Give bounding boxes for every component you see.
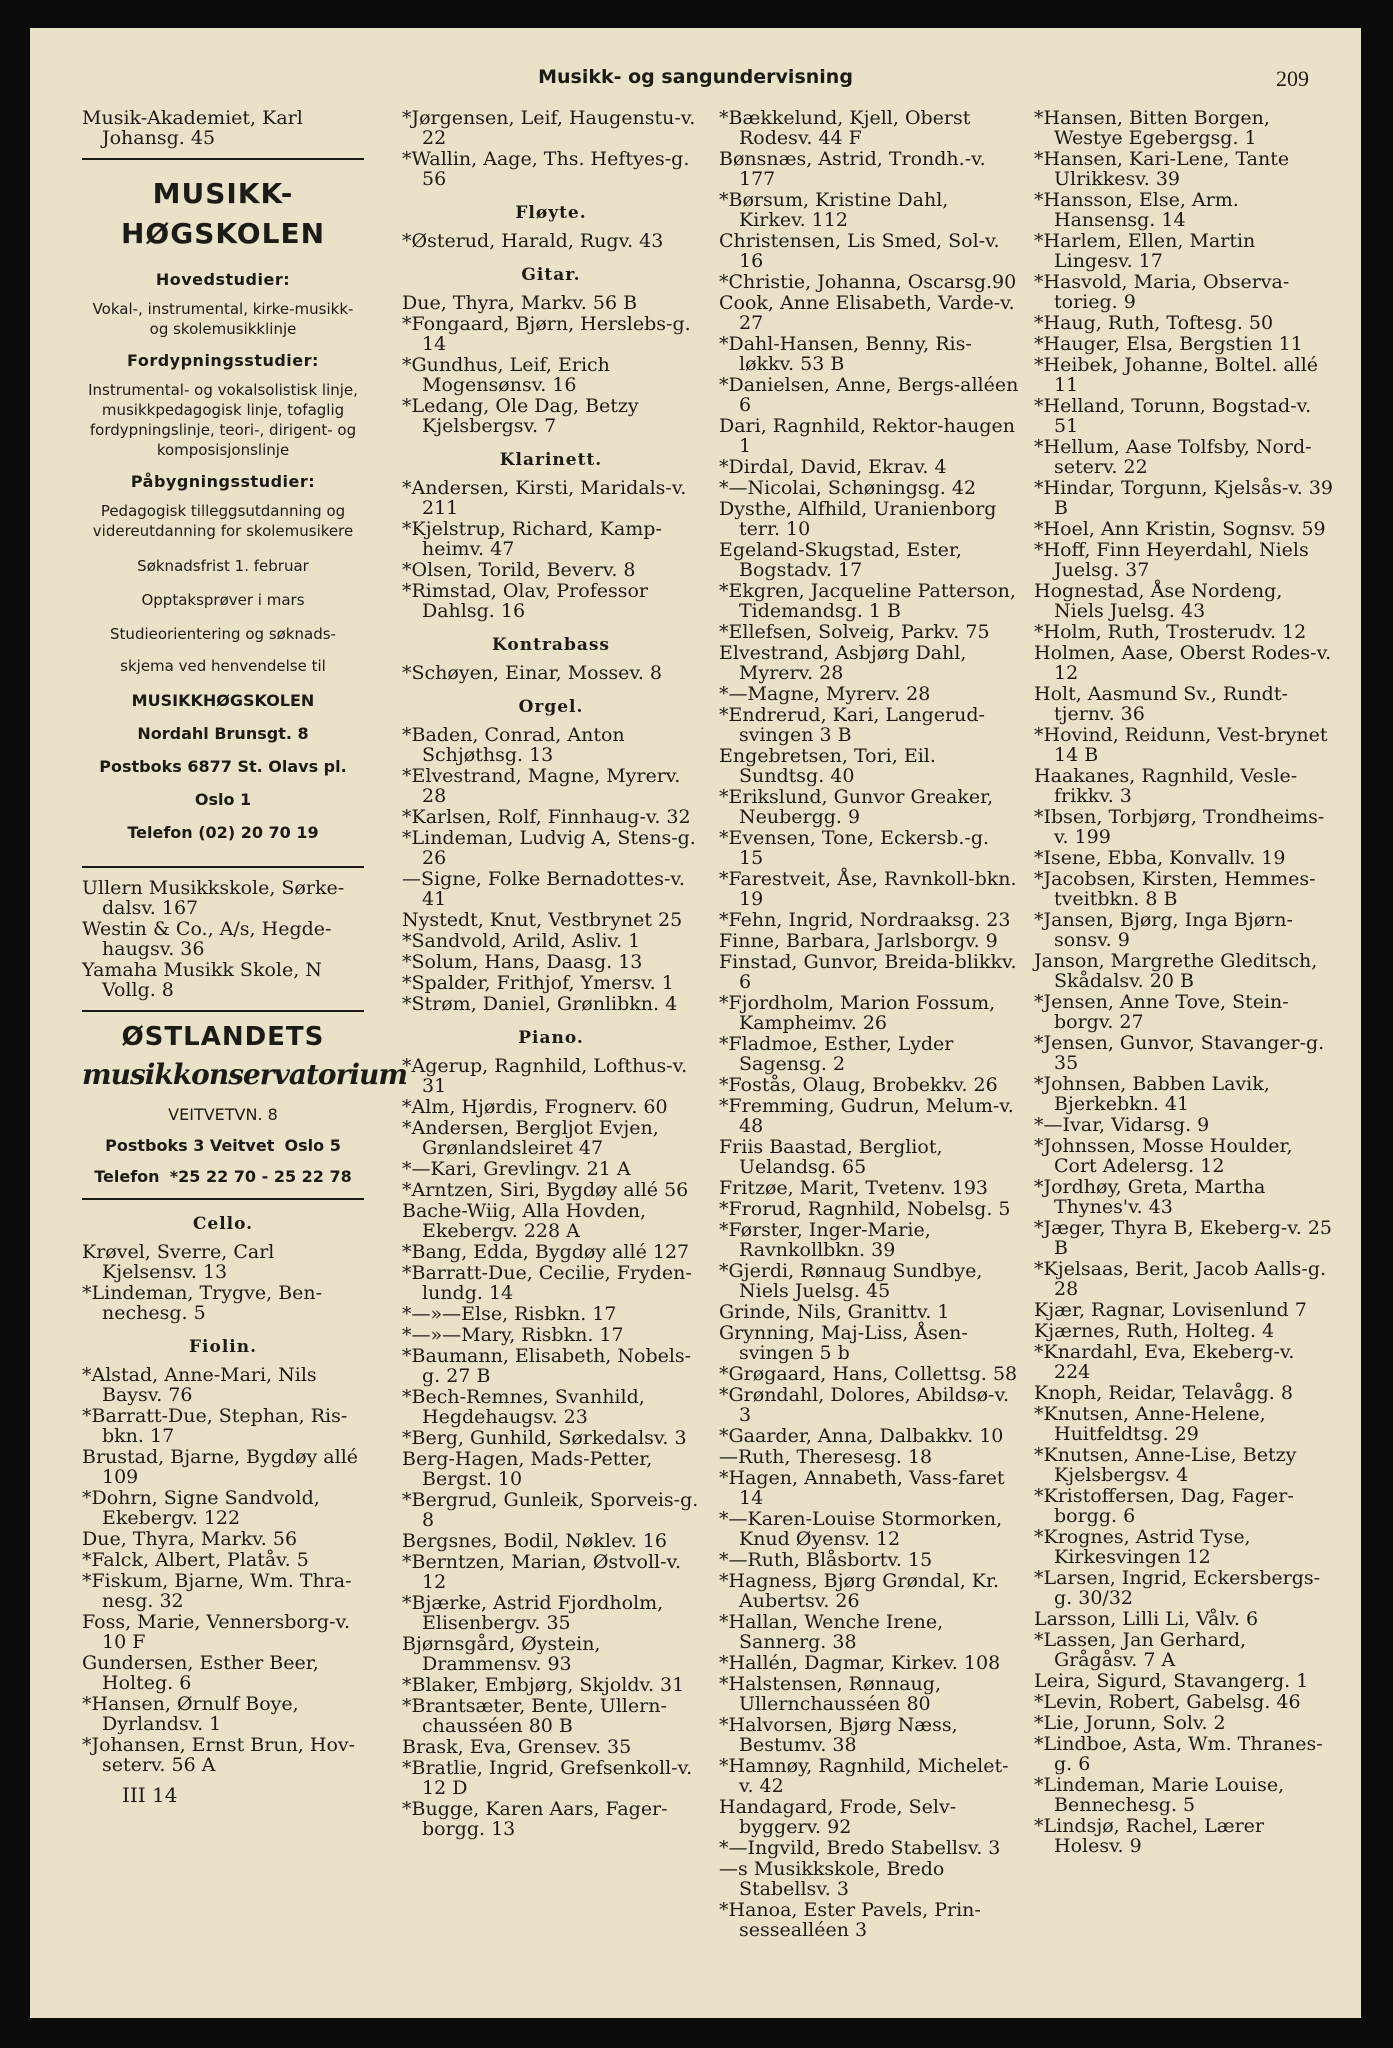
list-entry: *Johnsen, Babben Lavik, Bjerkebkn. 41 — [1034, 1073, 1270, 1115]
list-entry: Finstad, Gunvor, Breida-blikkv. 6 — [719, 951, 1017, 993]
list-entry: *Bjærke, Astrid Fjordholm, Elisenbergv. 35 — [402, 1592, 664, 1634]
list-entry: *Lindeman, Trygve, Ben-nechesg. 5 — [82, 1282, 323, 1324]
list-entry: *Alm, Hjørdis, Frognerv. 60 — [402, 1096, 668, 1118]
ad-title-line: MUSIKK- — [152, 177, 294, 210]
list-entry: *Hovind, Reidunn, Vest-brynet 14 B — [1034, 724, 1328, 766]
list-entry: Dari, Ragnhild, Rektor-haugen 1 — [719, 415, 1015, 457]
list-entry: *Erikslund, Gunvor Greaker, Neubergg. 9 — [719, 786, 994, 828]
list-entry: *Agerup, Ragnhild, Lofthus-v. 31 — [402, 1055, 688, 1097]
ad-guidance: skjema ved henvendelse til — [120, 657, 326, 675]
list-entry: *Gjerdi, Rønnaug Sundbye, Niels Juelsg. 45 — [719, 1260, 983, 1302]
list-entry: *Berntzen, Marian, Østvoll-v. 12 — [402, 1551, 682, 1593]
divider — [82, 1010, 364, 1012]
list-entry: *Hindar, Torgunn, Kjelsås-v. 39 B — [1034, 477, 1334, 519]
list-entry: *Hasvold, Maria, Observa-torieg. 9 — [1034, 271, 1290, 313]
postbox-city: Oslo 5 — [284, 1136, 341, 1155]
list-entry: *Dahl-Hansen, Benny, Ris-løkkv. 53 B — [719, 333, 972, 375]
list-entry: *Larsen, Ingrid, Eckersbergs-g. 30/32 — [1034, 1567, 1321, 1609]
divider — [82, 1198, 364, 1200]
section-heading-klarinett: Klarinett. — [499, 450, 603, 470]
list-entry: *Levin, Robert, Gabelsg. 46 — [1034, 1691, 1301, 1713]
list-entry: Gundersen, Esther Beer, Holteg. 6 — [82, 1652, 319, 1694]
list-entry: *Lindsjø, Rachel, Lærer Holesv. 9 — [1034, 1815, 1264, 1857]
list-entry: *Hansen, Ørnulf Boye, Dyrlandsv. 1 — [82, 1693, 299, 1735]
list-entry: *Grøndahl, Dolores, Abildsø-v. 3 — [719, 1384, 1009, 1426]
list-entry: *—Ruth, Blåsbortv. 15 — [719, 1549, 933, 1571]
page-header: Musikk- og sangundervisning — [538, 66, 853, 88]
ostlandets-advertisement — [82, 1022, 407, 1186]
piano-list-continued — [1034, 108, 1334, 1856]
list-entry: *Frorud, Ragnhild, Nobelsg. 5 — [719, 1198, 1011, 1220]
ad-script-title: musikkonservatorium — [82, 1058, 407, 1091]
list-entry: *Bratlie, Ingrid, Grefsenkoll-v. 12 D — [402, 1757, 693, 1799]
list-entry: *Hanoa, Ester Pavels, Prin-sessealléen 3 — [719, 1899, 981, 1941]
ad-title: ØSTLANDETS — [121, 1022, 325, 1052]
list-entry: *Strøm, Daniel, Grønlibkn. 4 — [402, 993, 678, 1015]
list-entry: *Isene, Ebba, Konvallv. 19 — [1034, 847, 1286, 869]
section-heading-cello: Cello. — [192, 1214, 254, 1234]
list-entry: *Arntzen, Siri, Bygdøy allé 56 — [402, 1179, 689, 1201]
postbox-label: Postboks 3 Veitvet — [105, 1136, 275, 1155]
list-entry: *Børsum, Kristine Dahl, Kirkev. 112 — [719, 189, 949, 231]
list-entry: Handagard, Frode, Selv-byggerv. 92 — [719, 1796, 957, 1838]
list-entry: *Jansen, Bjørg, Inga Bjørn-sonsv. 9 — [1034, 909, 1293, 951]
list-entry: *Dohrn, Signe Sandvold, Ekebergv. 122 — [82, 1487, 320, 1529]
list-entry: *Bækkelund, Kjell, Oberst Rodesv. 44 F — [719, 107, 971, 149]
ad-address: Nordahl Brunsgt. 8 — [137, 724, 309, 743]
list-entry: Kjær, Ragnar, Lovisenlund 7 — [1034, 1299, 1307, 1321]
list-entry: *Ellefsen, Solveig, Parkv. 75 — [719, 621, 990, 643]
section-heading-piano: Piano. — [518, 1028, 584, 1048]
list-entry: *Ibsen, Torbjørg, Trondheims-v. 199 — [1034, 806, 1325, 848]
piano-list-continued — [719, 108, 1019, 1940]
list-entry: *Hellum, Aase Tolfsby, Nord-seterv. 22 — [1034, 436, 1312, 478]
list-entry: Grinde, Nils, Granittv. 1 — [719, 1301, 950, 1323]
list-entry: Leira, Sigurd, Stavangerg. 1 — [1034, 1670, 1309, 1692]
list-entry: *Rimstad, Olav, Professor Dahlsg. 16 — [402, 580, 648, 622]
list-entry: Janson, Margrethe Gleditsch, Skådalsv. 20 B — [1034, 950, 1318, 992]
ad-deadline: Søknadsfrist 1. februar — [137, 557, 309, 575]
ad-auditions: Opptaksprøver i mars — [141, 591, 305, 609]
ad-title — [82, 174, 364, 254]
list-entry: Haakanes, Ragnhild, Vesle-frikkv. 3 — [1034, 765, 1298, 807]
list-entry: *Baden, Conrad, Anton Schjøthsg. 13 — [402, 724, 625, 766]
list-entry: *—Kari, Grevlingv. 21 A — [402, 1158, 631, 1180]
list-entry: *Ledang, Ole Dag, Betzy Kjelsbergsv. 7 — [402, 395, 639, 437]
list-entry: *Fiskum, Bjarne, Wm. Thra-nesg. 32 — [82, 1570, 352, 1612]
list-entry: *Hansson, Else, Arm. Hansensg. 14 — [1034, 189, 1239, 231]
list-entry: *Hansen, Bitten Borgen, Westye Egebergsg. 1 — [1034, 107, 1270, 149]
divider — [82, 158, 364, 160]
ad-guidance: Studieorientering og søknads- — [110, 625, 336, 643]
list-entry: Westin & Co., A/s, Hegde-haugsv. 36 — [82, 918, 332, 960]
list-entry: *Olsen, Torild, Beverv. 8 — [402, 559, 636, 581]
list-entry: *—Ivar, Vidarsg. 9 — [1034, 1114, 1210, 1136]
ad-address: Postboks 6877 St. Olavs pl. — [99, 757, 347, 776]
list-entry: —Ruth, Theresesg. 18 — [719, 1446, 933, 1468]
section-heading-fiolin: Fiolin. — [188, 1337, 258, 1357]
list-entry: *Evensen, Tone, Eckersb.-g. 15 — [719, 827, 990, 869]
list-entry: *Farestveit, Åse, Ravnkoll-bkn. 19 — [719, 868, 1017, 910]
fiolin-list — [82, 1365, 364, 1775]
list-entry: *Christie, Johanna, Oscarsg.90 — [719, 271, 1017, 293]
list-entry: *Barratt-Due, Stephan, Ris-bkn. 17 — [82, 1405, 348, 1447]
list-entry: *Johnssen, Mosse Houlder, Cort Adelersg. 12 — [1034, 1135, 1293, 1177]
list-entry: Larsson, Lilli Li, Vålv. 6 — [1034, 1608, 1259, 1630]
page-number: 209 — [1276, 66, 1309, 91]
list-entry: *Hansen, Kari-Lene, Tante Ulrikkesv. 39 — [1034, 148, 1290, 190]
list-entry: *Jørgensen, Leif, Haugenstu-v. 22 — [402, 107, 696, 149]
list-entry: *Gaarder, Anna, Dalbakkv. 10 — [719, 1425, 1004, 1447]
list-entry: *Kjelsaas, Berit, Jacob Aalls-g. 28 — [1034, 1258, 1327, 1300]
list-entry: *Fongaard, Bjørn, Herslebs-g. 14 — [402, 313, 691, 355]
list-entry: *Barratt-Due, Cecilie, Fryden-lundg. 14 — [402, 1262, 692, 1304]
list-entry: Christensen, Lis Smed, Sol-v. 16 — [719, 230, 1000, 272]
list-entry: *Jacobsen, Kirsten, Hemmes-tveitbkn. 8 B — [1034, 868, 1316, 910]
list-entry: Egeland-Skugstad, Ester, Bogstadv. 17 — [719, 539, 962, 581]
piano-list — [402, 1056, 700, 1839]
directory-page — [30, 28, 1361, 2018]
list-entry: *—»—Else, Risbkn. 17 — [402, 1303, 617, 1325]
list-entry: Hognestad, Åse Nordeng, Niels Juelsg. 43 — [1034, 580, 1283, 622]
list-entry: *Karlsen, Rolf, Finnhaug-v. 32 — [402, 806, 691, 828]
list-entry: Kjærnes, Ruth, Holteg. 4 — [1034, 1320, 1275, 1342]
list-entry: *Bang, Edda, Bygdøy allé 127 — [402, 1241, 690, 1263]
list-entry: *Wallin, Aage, Ths. Heftyes-g. 56 — [402, 148, 690, 190]
list-entry: *Knutsen, Anne-Lise, Betzy Kjelsbergsv. 4 — [1034, 1444, 1297, 1486]
list-entry: *Baumann, Elisabeth, Nobels-g. 27 B — [402, 1345, 692, 1387]
list-entry: Musik-Akademiet, Karl Johansg. 45 — [82, 107, 303, 149]
gitar-list — [402, 293, 700, 436]
list-entry: *Hagen, Annabeth, Vass-faret 14 — [719, 1467, 1005, 1509]
list-entry: Bergsnes, Bodil, Nøklev. 16 — [402, 1530, 667, 1552]
list-entry: Yamaha Musikk Skole, N Vollg. 8 — [82, 959, 322, 1001]
list-entry: *Lie, Jorunn, Solv. 2 — [1034, 1712, 1226, 1734]
list-entry: *Harlem, Ellen, Martin Lingesv. 17 — [1034, 230, 1256, 272]
list-entry: Engebretsen, Tori, Eil. Sundtsg. 40 — [719, 745, 936, 787]
list-entry: *Falck, Albert, Platåv. 5 — [82, 1549, 309, 1571]
ad-text: Instrumental- og vokalsolistisk linje, musikkpedagogisk linje, tofaglig fordypningslinje, teori-, dirigent- og komposisjonslinje — [88, 381, 358, 459]
list-entry: *Danielsen, Anne, Bergs-alléen 6 — [719, 374, 1019, 416]
list-entry: Knoph, Reidar, Telavågg. 8 — [1034, 1382, 1293, 1404]
list-entry: *Alstad, Anne-Mari, Nils Baysv. 76 — [82, 1364, 317, 1406]
ad-postbox — [82, 1136, 364, 1155]
list-entry: *Elvestrand, Magne, Myrerv. 28 — [402, 765, 681, 807]
top-entries — [402, 108, 700, 189]
orgel-list — [402, 725, 700, 1014]
list-entry: *Hallan, Wenche Irene, Sannerg. 38 — [719, 1611, 944, 1653]
section-heading-orgel: Orgel. — [518, 697, 584, 717]
list-entry: *Solum, Hans, Daasg. 13 — [402, 951, 643, 973]
list-entry: *Bergrud, Gunleik, Sporveis-g. 8 — [402, 1489, 699, 1531]
column-2 — [402, 108, 700, 1988]
list-entry: *—Karen-Louise Stormorken, Knud Øyensv. 12 — [719, 1508, 1003, 1550]
list-entry: *Brantsæter, Bente, Ullern-chausséen 80 B — [402, 1695, 667, 1737]
list-entry: *Fjordholm, Marion Fossum, Kampheimv. 26 — [719, 992, 996, 1034]
kontrabass-list — [402, 663, 700, 683]
column-1 — [82, 107, 407, 1988]
list-entry: *—Magne, Myrerv. 28 — [719, 683, 931, 705]
list-entry: *Hoff, Finn Heyerdahl, Niels Juelsg. 37 — [1034, 539, 1309, 581]
list-entry: *Johansen, Ernst Brun, Hov-seterv. 56 A — [82, 1734, 356, 1776]
list-entry: Due, Thyra, Markv. 56 — [82, 1528, 298, 1550]
list-entry: *Lindboe, Asta, Wm. Thranes-g. 6 — [1034, 1733, 1323, 1775]
list-entry: Holt, Aasmund Sv., Rundt-tjernv. 36 — [1034, 683, 1288, 725]
list-entry: *Kristoffersen, Dag, Fager-borgg. 6 — [1034, 1485, 1294, 1527]
list-entry: *Fladmoe, Esther, Lyder Sagensg. 2 — [719, 1033, 954, 1075]
list-entry: Foss, Marie, Vennersborg-v. 10 F — [82, 1611, 350, 1653]
list-entry: *Hoel, Ann Kristin, Sognsv. 59 — [1034, 518, 1326, 540]
list-entry: Brask, Eva, Grensev. 35 — [402, 1736, 632, 1758]
list-entry: Grynning, Maj-Liss, Åsen-svingen 5 b — [719, 1322, 968, 1364]
section-heading-floyte: Fløyte. — [515, 203, 587, 223]
ad-text: Pedagogisk tilleggsutdanning og videreutdanning for skolemusikere — [92, 502, 354, 540]
list-entry: *Bech-Remnes, Svanhild, Hegdehaugsv. 23 — [402, 1386, 645, 1428]
list-entry: Friis Baastad, Bergliot, Uelandsg. 65 — [719, 1136, 943, 1178]
list-entry: *Jæger, Thyra B, Ekeberg-v. 25 B — [1034, 1217, 1333, 1259]
ad-subheading: Fordypningsstudier: — [127, 351, 319, 370]
cello-list — [82, 1242, 364, 1323]
list-entry: *Halstensen, Rønnaug, Ullernchausséen 80 — [719, 1673, 941, 1715]
list-entry: *Blaker, Embjørg, Skjoldv. 31 — [402, 1674, 685, 1696]
list-entry: *Halvorsen, Bjørg Næss, Bestumv. 38 — [719, 1714, 958, 1756]
list-entry: *Krognes, Astrid Tyse, Kirkesvingen 12 — [1034, 1526, 1251, 1568]
list-entry: Bache-Wiig, Alla Hovden, Ekebergv. 228 A — [402, 1200, 647, 1242]
list-entry: Due, Thyra, Markv. 56 B — [402, 292, 638, 314]
list-entry: *Jensen, Gunvor, Stavanger-g. 35 — [1034, 1032, 1325, 1074]
ad-subheading: Hovedstudier: — [155, 270, 291, 289]
list-entry: Cook, Anne Elisabeth, Varde-v. 27 — [719, 292, 1015, 334]
list-entry: *Jordhøy, Greta, Martha Thynes'v. 43 — [1034, 1176, 1266, 1218]
list-entry: *Knutsen, Anne-Helene, Huitfeldtsg. 29 — [1034, 1403, 1266, 1445]
list-entry: *Endrerud, Kari, Langerud-svingen 3 B — [719, 704, 985, 746]
list-entry: *Andersen, Bergljot Evjen, Grønlandsleiret 47 — [402, 1117, 659, 1159]
list-entry: *Ekgren, Jacqueline Patterson, Tidemandsg. 1 B — [719, 580, 1016, 622]
ad-address: VEITVETVN. 8 — [168, 1105, 278, 1124]
mid-entries — [82, 878, 364, 1000]
list-entry: *Østerud, Harald, Rugv. 43 — [402, 230, 664, 252]
list-entry: *Hallén, Dagmar, Kirkev. 108 — [719, 1652, 1001, 1674]
list-entry: *Sandvold, Arild, Asliv. 1 — [402, 930, 641, 952]
list-entry: *Fostås, Olaug, Brobekkv. 26 — [719, 1074, 998, 1096]
list-entry: *Lassen, Jan Gerhard, Grågåsv. 7 A — [1034, 1629, 1247, 1671]
list-entry: *Helland, Torunn, Bogstad-v. 51 — [1034, 395, 1312, 437]
list-entry: *—Ingvild, Bredo Stabellsv. 3 — [719, 1837, 1001, 1859]
list-entry: *Heibek, Johanne, Boltel. allé 11 — [1034, 354, 1319, 396]
list-entry: Ullern Musikkskole, Sørke-dalsv. 167 — [82, 877, 345, 919]
list-entry: Finne, Barbara, Jarlsborgv. 9 — [719, 930, 998, 952]
list-entry: *Gundhus, Leif, Erich Mogensønsv. 16 — [402, 354, 610, 396]
phone-number: *25 22 70 - 25 22 78 — [169, 1167, 352, 1186]
list-entry: *Holm, Ruth, Trosterudv. 12 — [1034, 621, 1307, 643]
ad-text: Vokal-, instrumental, kirke-musikk- og skolemusikklinje — [92, 300, 354, 338]
klarinett-list — [402, 478, 700, 621]
list-entry: Bjørnsgård, Øystein, Drammensv. 93 — [402, 1633, 601, 1675]
list-entry: *Kjelstrup, Richard, Kamp-heimv. 47 — [402, 518, 662, 560]
list-entry: *Hauger, Elsa, Bergstien 11 — [1034, 333, 1303, 355]
list-entry: *Berg, Gunhild, Sørkedalsv. 3 — [402, 1427, 687, 1449]
list-entry: Fritzøe, Marit, Tvetenv. 193 — [719, 1177, 988, 1199]
column-3 — [719, 108, 1019, 1988]
ad-phone — [82, 1167, 364, 1186]
list-entry: *Spalder, Frithjof, Ymersv. 1 — [402, 972, 674, 994]
signature-mark: III 14 — [122, 1783, 178, 1807]
list-entry: *Lindeman, Marie Louise, Bennechesg. 5 — [1034, 1774, 1285, 1816]
list-entry: *Bugge, Karen Aars, Fager-borgg. 13 — [402, 1798, 668, 1840]
list-entry: *Førster, Inger-Marie, Ravnkollbkn. 39 — [719, 1219, 931, 1261]
list-entry: Krøvel, Sverre, Carl Kjelsensv. 13 — [82, 1241, 275, 1283]
ad-name: MUSIKKHØGSKOLEN — [131, 691, 315, 710]
phone-label: Telefon — [94, 1167, 160, 1186]
list-entry: Elvestrand, Asbjørg Dahl, Myrerv. 28 — [719, 642, 967, 684]
list-entry: Dysthe, Alfhild, Uranienborg terr. 10 — [719, 498, 997, 540]
column-4 — [1034, 108, 1334, 1988]
list-entry: *Grøgaard, Hans, Collettsg. 58 — [719, 1363, 1018, 1385]
list-entry: Holmen, Aase, Oberst Rodes-v. 12 — [1034, 642, 1332, 684]
ad-subheading: Påbygningsstudier: — [130, 472, 316, 491]
ad-city: Oslo 1 — [194, 790, 252, 809]
list-entry: *Jensen, Anne Tove, Stein-borgv. 27 — [1034, 991, 1289, 1033]
list-entry: *Fehn, Ingrid, Nordraaksg. 23 — [719, 909, 1011, 931]
list-entry: *Fremming, Gudrun, Melum-v. 48 — [719, 1095, 1014, 1137]
ad-title-line: HØGSKOLEN — [120, 217, 326, 250]
list-entry: *Andersen, Kirsti, Maridals-v. 211 — [402, 477, 687, 519]
list-entry: —Signe, Folke Bernadottes-v. 41 — [402, 868, 685, 910]
list-entry: Brustad, Bjarne, Bygdøy allé 109 — [82, 1446, 359, 1488]
musikkhogskolen-advertisement — [82, 174, 364, 842]
divider — [82, 866, 364, 868]
list-entry: *Lindeman, Ludvig A, Stens-g. 26 — [402, 827, 696, 869]
list-entry: Nystedt, Knut, Vestbrynet 25 — [402, 909, 683, 931]
list-entry: *Hagness, Bjørg Grøndal, Kr. Aubertsv. 26 — [719, 1570, 1000, 1612]
list-entry: Berg-Hagen, Mads-Petter, Bergst. 10 — [402, 1448, 653, 1490]
list-entry: *—»—Mary, Risbkn. 17 — [402, 1324, 624, 1346]
section-heading-kontrabass: Kontrabass — [492, 635, 610, 655]
list-entry: *Dirdal, David, Ekrav. 4 — [719, 456, 947, 478]
list-entry: —s Musikkskole, Bredo Stabellsv. 3 — [719, 1858, 945, 1900]
list-entry: *Haug, Ruth, Toftesg. 50 — [1034, 312, 1274, 334]
list-entry: *Knardahl, Eva, Ekeberg-v. 224 — [1034, 1341, 1295, 1383]
ad-phone: Telefon (02) 20 70 19 — [127, 823, 319, 842]
floyte-list — [402, 231, 700, 251]
section-heading-gitar: Gitar. — [521, 265, 581, 285]
list-entry: Bønsnæs, Astrid, Trondh.-v. 177 — [719, 148, 986, 190]
list-entry: *—Nicolai, Schøningsg. 42 — [719, 477, 977, 499]
list-entry: *Schøyen, Einar, Mossev. 8 — [402, 662, 662, 684]
list-entry: *Hamnøy, Ragnhild, Michelet-v. 42 — [719, 1755, 1009, 1797]
